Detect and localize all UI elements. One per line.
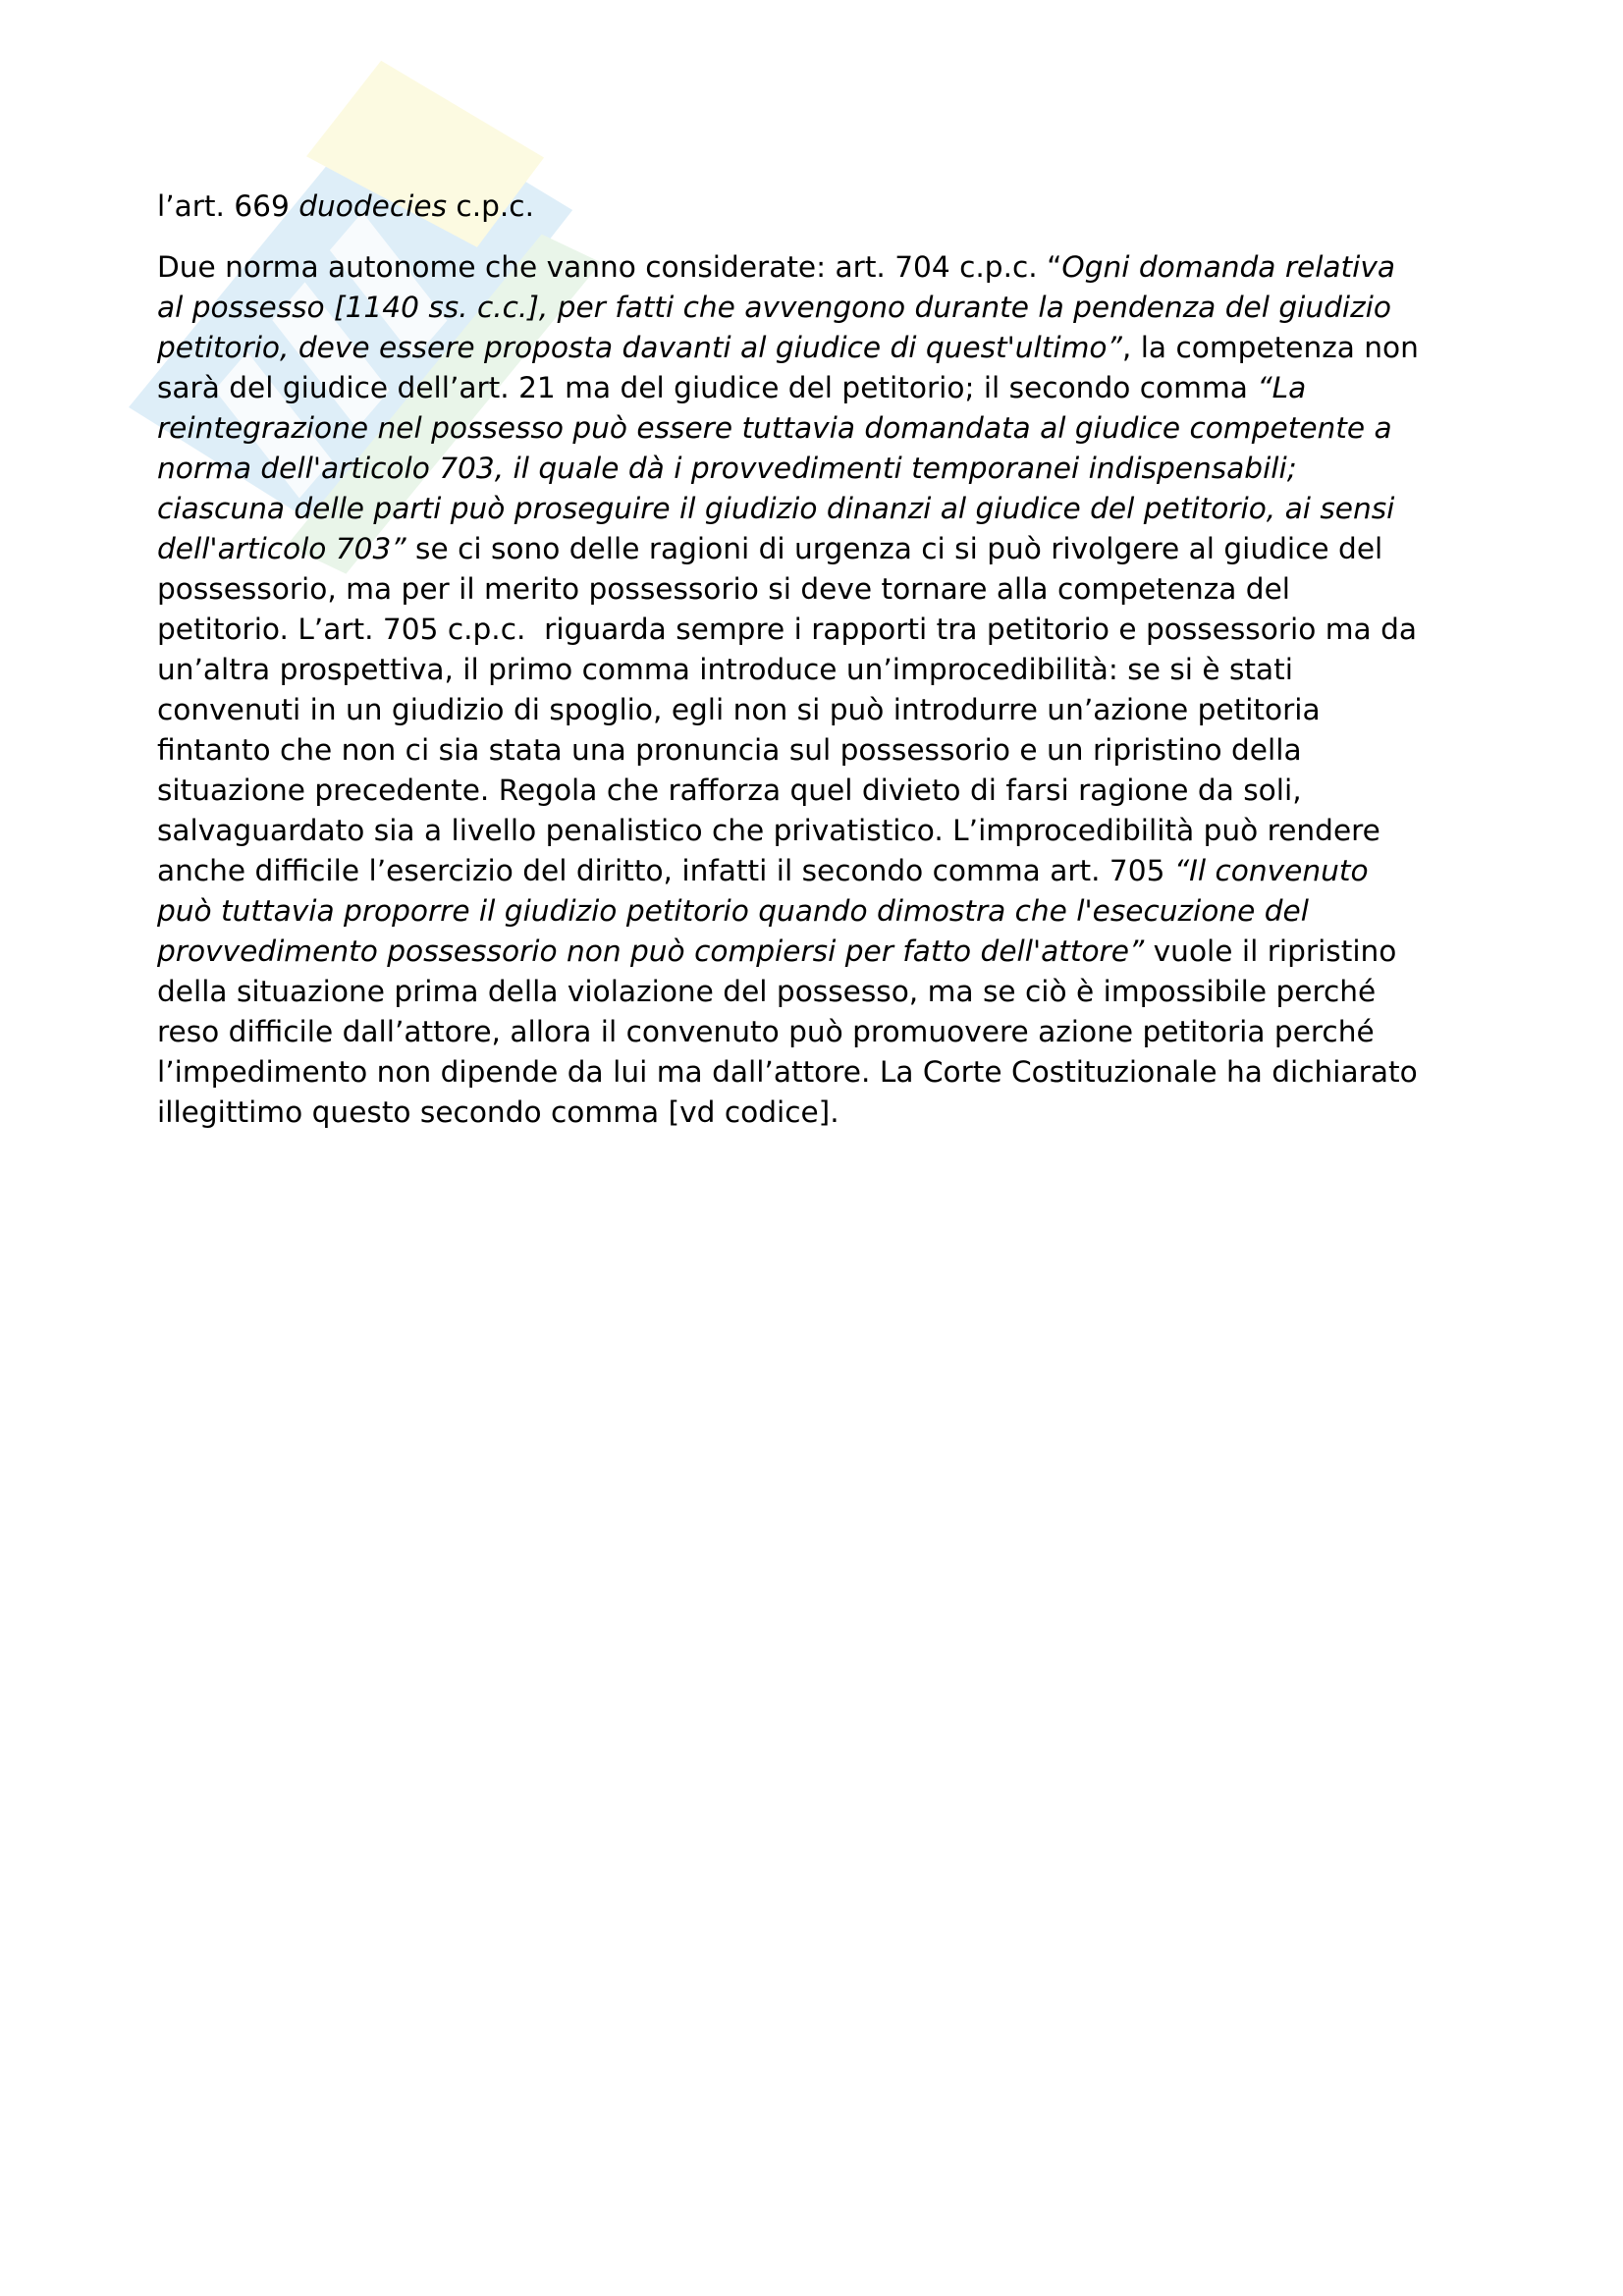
text-run: salvaguardato sia a livello penalistico che privatistico. L’improcedibilità può rendere — [157, 814, 1380, 847]
text-run: illegittimo questo secondo comma [vd codice]. — [157, 1095, 839, 1129]
italic-text: duodecies — [298, 189, 448, 223]
italic-text: petitorio, deve essere proposta davanti al giudice di quest'ultimo” — [157, 331, 1122, 364]
text-line — [157, 1052, 1492, 1093]
paragraph-1 — [157, 187, 1492, 227]
text-run: l’art. 669 — [157, 189, 299, 223]
text-line — [157, 408, 1492, 449]
text-line — [157, 187, 1492, 227]
italic-text: provvedimento possessorio non può compiersi per fatto dell'attore” — [157, 934, 1145, 968]
text-line — [157, 449, 1492, 489]
text-run: Due norma autonome che vanno considerate: art. 704 c.p.c. “ — [157, 250, 1062, 284]
text-run: se ci sono delle ragioni di urgenza ci si può rivolgere al giudice del — [406, 532, 1383, 565]
text-line — [157, 328, 1492, 368]
italic-text: ciascuna delle parti può proseguire il giudizio dinanzi al giudice del petitorio, ai sensi — [157, 492, 1395, 525]
text-line — [157, 1012, 1492, 1052]
italic-text: reintegrazione nel possesso può essere tuttavia domandata al giudice competente a — [157, 411, 1392, 445]
italic-text: “Il convenuto — [1173, 854, 1369, 887]
document-body — [157, 187, 1492, 1133]
text-line — [157, 247, 1492, 288]
text-run: convenuti in un giudizio di spoglio, egli non si può introdurre un’azione petitoria — [157, 693, 1321, 726]
text-run: sarà del giudice dell’art. 21 ma del giudice del petitorio; il secondo comma — [157, 371, 1258, 404]
text-line — [157, 610, 1492, 650]
italic-text: Ogni domanda relativa — [1061, 250, 1396, 284]
paragraph-2 — [157, 247, 1492, 1133]
text-line — [157, 368, 1492, 408]
text-run: , la competenza non — [1121, 331, 1419, 364]
text-run: l’impedimento non dipende da lui ma dall’attore. La Corte Costituzionale ha dichiarato — [157, 1055, 1418, 1089]
text-run: anche difficile l’esercizio del diritto, infatti il secondo comma art. 705 — [157, 854, 1174, 887]
text-line — [157, 1093, 1492, 1133]
text-run: reso difficile dall’attore, allora il convenuto può promuovere azione petitoria perché — [157, 1015, 1375, 1048]
text-line — [157, 489, 1492, 529]
text-run: possessorio, ma per il merito possessorio si deve tornare alla competenza del — [157, 572, 1291, 606]
text-line — [157, 569, 1492, 610]
text-run: fintanto che non ci sia stata una pronuncia sul possessorio e un ripristino della — [157, 733, 1302, 767]
italic-text: “La — [1257, 371, 1307, 404]
text-line — [157, 932, 1492, 972]
text-run: vuole il ripristino — [1144, 934, 1397, 968]
text-line — [157, 811, 1492, 851]
text-line — [157, 972, 1492, 1012]
text-run: petitorio. L’art. 705 c.p.c. riguarda sempre i rapporti tra petitorio e possessorio ma da — [157, 613, 1418, 646]
text-line — [157, 771, 1492, 811]
text-line — [157, 730, 1492, 771]
text-line — [157, 851, 1492, 891]
text-line — [157, 690, 1492, 730]
text-line — [157, 650, 1492, 690]
text-run: un’altra prospettiva, il primo comma introduce un’improcedibilità: se si è stati — [157, 653, 1293, 686]
text-run: situazione precedente. Regola che rafforza quel divieto di farsi ragione da soli, — [157, 774, 1302, 807]
italic-text: può tuttavia proporre il giudizio petitorio quando dimostra che l'esecuzione del — [157, 894, 1309, 928]
text-line — [157, 529, 1492, 569]
italic-text: norma dell'articolo 703, il quale dà i provvedimenti temporanei indispensabili; — [157, 452, 1297, 485]
text-line — [157, 891, 1492, 932]
text-run: della situazione prima della violazione del possesso, ma se ciò è impossibile perché — [157, 975, 1377, 1008]
italic-text: dell'articolo 703” — [157, 532, 406, 565]
text-run: c.p.c. — [447, 189, 534, 223]
text-line — [157, 288, 1492, 328]
italic-text: al possesso [1140 ss. c.c.], per fatti che avvengono durante la pendenza del giudizio — [157, 291, 1391, 324]
